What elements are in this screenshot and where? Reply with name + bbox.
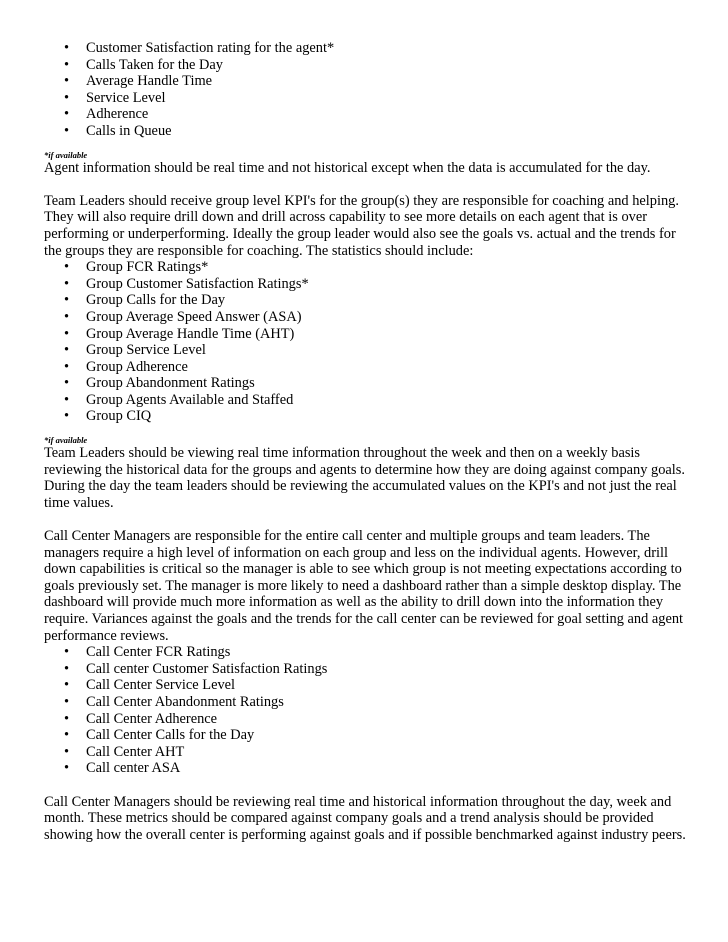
bullet-icon: • xyxy=(64,342,70,359)
list-item xyxy=(44,375,692,392)
list-item xyxy=(44,711,692,728)
bullet-icon: • xyxy=(64,325,70,342)
bullet-icon: • xyxy=(64,677,70,694)
list-item-text: Average Handle Time xyxy=(86,73,213,90)
footnote-if-available: *if available xyxy=(44,149,88,160)
list-item-text: Calls Taken for the Day xyxy=(86,56,223,73)
bullet-icon: • xyxy=(64,358,70,375)
bullet-icon: • xyxy=(64,106,70,123)
list-item xyxy=(44,359,692,376)
bullet-icon: • xyxy=(64,727,70,744)
list-item xyxy=(44,644,692,661)
list-item-text: Group Customer Satisfaction Ratings* xyxy=(86,275,309,292)
list-item xyxy=(44,57,692,74)
list-item xyxy=(44,292,692,309)
list-item-text: Group FCR Ratings* xyxy=(86,259,209,276)
list-item-text: Call Center AHT xyxy=(86,743,185,760)
bullet-icon: • xyxy=(64,89,70,106)
bullet-icon: • xyxy=(64,275,70,292)
list-item-text: Group Calls for the Day xyxy=(86,292,226,309)
list-item-text: Group Abandonment Ratings xyxy=(86,375,255,392)
bullet-icon: • xyxy=(64,56,70,73)
paragraph-managers-reviewing: Call Center Managers should be reviewing real time and historical information throughout the day, week and month. These metrics should be compared against company goals and a trend analysis should be provided showing how the overall center is performing against goals and if possible benchmarked against industry peers. xyxy=(44,793,686,843)
list-item-text: Calls in Queue xyxy=(86,122,172,139)
bullet-icon: • xyxy=(64,710,70,727)
list-item-text: Group Average Handle Time (AHT) xyxy=(86,325,295,342)
list-item-text: Group Adherence xyxy=(86,358,188,375)
list-item-text: Call Center Service Level xyxy=(86,677,236,694)
list-item-text: Adherence xyxy=(86,106,149,123)
bullet-icon: • xyxy=(64,693,70,710)
paragraph-agent-info: Agent information should be real time and not historical except when the data is accumulated for the day. xyxy=(44,159,651,176)
list-item xyxy=(44,661,692,678)
agent-metrics-list xyxy=(44,40,692,140)
list-item-text: Service Level xyxy=(86,89,166,106)
list-item xyxy=(44,123,692,140)
call-center-metrics-list xyxy=(44,644,692,777)
list-item xyxy=(44,677,692,694)
list-item xyxy=(44,106,692,123)
bullet-icon: • xyxy=(64,73,70,90)
bullet-icon: • xyxy=(64,259,70,276)
list-item xyxy=(44,326,692,343)
list-item-text: Call center Customer Satisfaction Ratings xyxy=(86,660,328,677)
paragraph-team-leaders-kpi: Team Leaders should receive group level KPI's for the group(s) they are responsible for coaching and helping. They will also require drill down and drill across capability to see more details on each agent that is over performing or underperforming. Ideally the group leader would also see the goals vs. actual and the trends for the groups they are responsible for coaching. The statistics should include: xyxy=(44,192,679,259)
bullet-icon: • xyxy=(64,760,70,777)
list-item xyxy=(44,694,692,711)
bullet-icon: • xyxy=(64,292,70,309)
list-item xyxy=(44,309,692,326)
list-item-text: Call Center Abandonment Ratings xyxy=(86,693,284,710)
list-item-text: Group CIQ xyxy=(86,408,152,425)
list-item-text: Call center ASA xyxy=(86,760,181,777)
list-item-text: Group Service Level xyxy=(86,342,206,359)
list-item xyxy=(44,40,692,57)
list-item-text: Call Center Adherence xyxy=(86,710,218,727)
bullet-icon: • xyxy=(64,743,70,760)
bullet-icon: • xyxy=(64,122,70,139)
list-item xyxy=(44,392,692,409)
list-item-text: Call Center Calls for the Day xyxy=(86,727,255,744)
bullet-icon: • xyxy=(64,308,70,325)
bullet-icon: • xyxy=(64,40,70,56)
bullet-icon: • xyxy=(64,408,70,425)
bullet-icon: • xyxy=(64,375,70,392)
bullet-icon: • xyxy=(64,660,70,677)
list-item xyxy=(44,408,692,425)
list-item xyxy=(44,744,692,761)
bullet-icon: • xyxy=(64,644,70,661)
footnote-if-available-2: *if available xyxy=(44,435,88,446)
list-item xyxy=(44,73,692,90)
list-item-text: Call Center FCR Ratings xyxy=(86,644,231,661)
paragraph-call-center-managers: Call Center Managers are responsible for the entire call center and multiple groups and team leaders. The managers require a high level of information on each group and less on the individual agents. However, drill down capabilities is critical so the manager is able to see which group is not meeting expectations according to goals previously set. The manager is more likely to need a dashboard rather than a simple desktop display. The dashboard will provide much more information as well as the ability to drill down into the information they require. Variances against the goals and the trends for the call center can be reviewed for goal setting and agent performance reviews. xyxy=(44,528,684,644)
list-item-text: Group Agents Available and Staffed xyxy=(86,391,294,408)
list-item xyxy=(44,90,692,107)
group-statistics-list xyxy=(44,259,692,425)
list-item xyxy=(44,259,692,276)
list-item xyxy=(44,727,692,744)
list-item xyxy=(44,760,692,777)
list-item xyxy=(44,276,692,293)
paragraph-team-leaders-viewing: Team Leaders should be viewing real time information throughout the week and then on a weekly basis reviewing the historical data for the groups and agents to determine how they are doing against company goals. During the day the team leaders should be reviewing the accumulated values on the KPI's and not just the real time values. xyxy=(44,445,685,511)
list-item-text: Customer Satisfaction rating for the agent* xyxy=(86,40,335,56)
bullet-icon: • xyxy=(64,391,70,408)
list-item xyxy=(44,342,692,359)
list-item-text: Group Average Speed Answer (ASA) xyxy=(86,308,302,325)
